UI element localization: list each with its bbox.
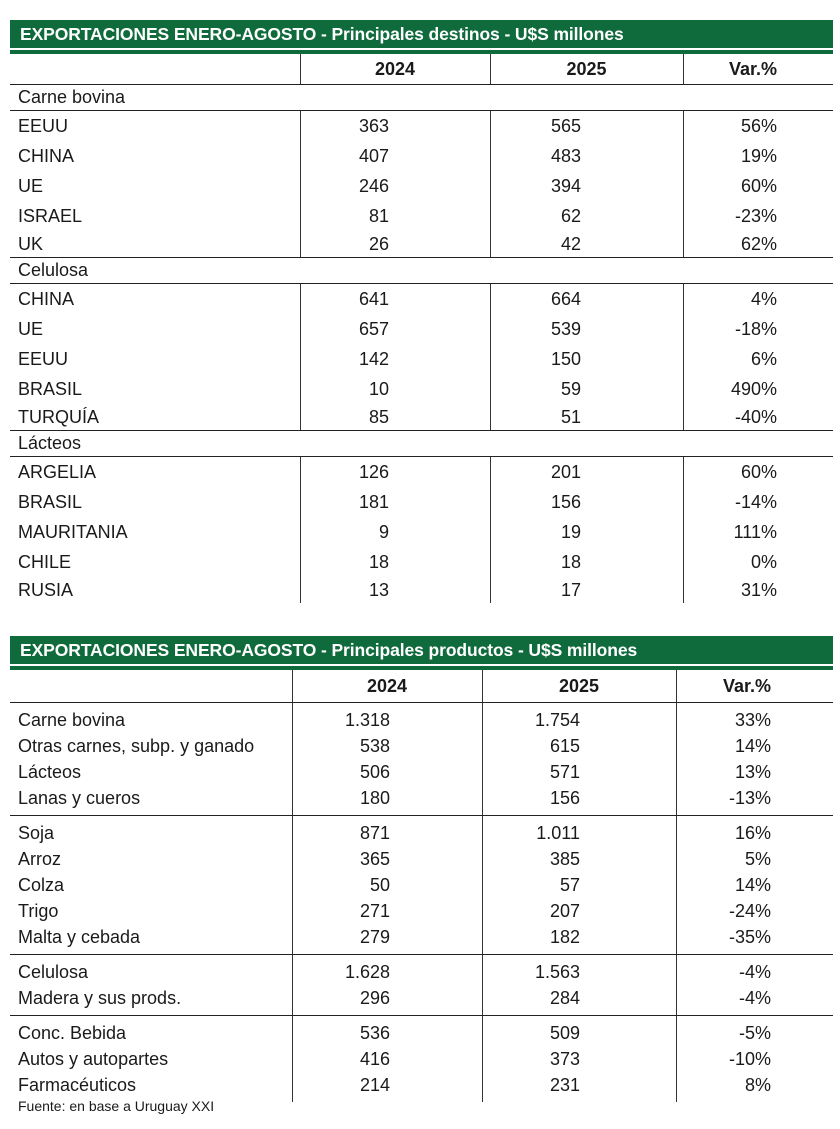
value-var: -18% xyxy=(734,319,777,339)
table-row xyxy=(10,141,833,171)
value-var: -24% xyxy=(728,901,771,921)
row-label: Conc. Bebida xyxy=(18,1023,127,1043)
value-2024: 536 xyxy=(359,1023,390,1043)
row-label: Celulosa xyxy=(18,962,89,982)
value-var: 4% xyxy=(750,289,777,309)
value-2024: 416 xyxy=(359,1049,390,1069)
value-var: 490% xyxy=(730,379,777,399)
row-label: UK xyxy=(18,234,44,254)
value-var: -10% xyxy=(728,1049,771,1069)
table-row xyxy=(10,733,833,759)
value-2024: 407 xyxy=(358,146,389,166)
row-label: BRASIL xyxy=(18,492,83,512)
value-2024: 1.628 xyxy=(344,962,390,982)
productos-title: EXPORTACIONES ENERO-AGOSTO - Principales productos - U$S millones xyxy=(10,636,833,664)
table-row xyxy=(10,707,833,733)
destinos-body xyxy=(10,85,833,603)
section-label: Carne bovina xyxy=(10,85,833,111)
row-label: CHILE xyxy=(18,552,72,572)
table-row xyxy=(10,924,833,950)
value-2024: 506 xyxy=(359,762,390,782)
productos-body xyxy=(10,703,833,1102)
destinos-header-row xyxy=(10,54,833,85)
table-row xyxy=(10,547,833,577)
value-2025: 539 xyxy=(550,319,581,339)
value-2025: 18 xyxy=(560,552,581,572)
value-2025: 1.563 xyxy=(534,962,580,982)
header-2024: 2024 xyxy=(374,59,416,79)
table-row xyxy=(10,314,833,344)
table-row xyxy=(10,759,833,785)
value-var: -40% xyxy=(734,407,777,427)
table-row xyxy=(10,457,833,487)
table-row xyxy=(10,487,833,517)
value-2024: 9 xyxy=(378,522,389,542)
value-2025: 394 xyxy=(550,176,581,196)
row-label: Lanas y cueros xyxy=(18,788,141,808)
value-var: -23% xyxy=(734,206,777,226)
header-var: Var.% xyxy=(722,676,771,696)
value-2024: 214 xyxy=(359,1075,390,1095)
value-2024: 13 xyxy=(368,580,389,600)
value-2024: 1.318 xyxy=(344,710,390,730)
value-2025: 1.754 xyxy=(534,710,580,730)
row-label: Arroz xyxy=(18,849,62,869)
value-2024: 10 xyxy=(368,379,389,399)
value-var: -5% xyxy=(738,1023,771,1043)
value-var: 0% xyxy=(750,552,777,572)
source-note: Fuente: en base a Uruguay XXI xyxy=(18,1098,215,1114)
table-row xyxy=(10,344,833,374)
value-2025: 565 xyxy=(550,116,581,136)
value-2025: 19 xyxy=(560,522,581,542)
value-2025: 284 xyxy=(549,988,580,1008)
row-label: RUSIA xyxy=(18,580,74,600)
row-label: UE xyxy=(18,176,44,196)
value-2024: 641 xyxy=(358,289,389,309)
table-row xyxy=(10,517,833,547)
value-2025: 615 xyxy=(549,736,580,756)
table-row xyxy=(10,111,833,141)
value-2024: 365 xyxy=(359,849,390,869)
row-label: Soja xyxy=(18,823,55,843)
row-label: CHINA xyxy=(18,289,75,309)
header-2024: 2024 xyxy=(366,676,408,696)
value-var: 14% xyxy=(734,736,771,756)
table-row xyxy=(10,820,833,846)
value-2025: 509 xyxy=(549,1023,580,1043)
value-var: 6% xyxy=(750,349,777,369)
value-2025: 51 xyxy=(560,407,581,427)
value-2025: 483 xyxy=(550,146,581,166)
value-var: 62% xyxy=(740,234,777,254)
destinos-table xyxy=(10,20,833,603)
header-var: Var.% xyxy=(728,59,777,79)
header-empty xyxy=(10,54,300,84)
table-row xyxy=(10,846,833,872)
value-2024: 296 xyxy=(359,988,390,1008)
value-2024: 871 xyxy=(359,823,390,843)
table-row xyxy=(10,284,833,314)
value-2024: 363 xyxy=(358,116,389,136)
row-label: EEUU xyxy=(18,349,69,369)
header-2025: 2025 xyxy=(558,676,600,696)
value-var: -14% xyxy=(734,492,777,512)
table-row xyxy=(10,785,833,811)
value-var: 5% xyxy=(744,849,771,869)
row-label: ISRAEL xyxy=(18,206,83,226)
header-empty xyxy=(10,670,292,702)
value-2024: 18 xyxy=(368,552,389,572)
header-2025: 2025 xyxy=(566,59,607,79)
table-row xyxy=(10,201,833,231)
row-label: TURQUÍA xyxy=(18,407,99,427)
table-row xyxy=(10,577,833,603)
value-2024: 538 xyxy=(359,736,390,756)
table-row xyxy=(10,1020,833,1046)
value-2025: 62 xyxy=(560,206,581,226)
value-2025: 156 xyxy=(550,492,581,512)
value-2025: 207 xyxy=(549,901,580,921)
value-2024: 657 xyxy=(358,319,389,339)
value-2025: 57 xyxy=(559,875,580,895)
value-var: 33% xyxy=(734,710,771,730)
value-var: 16% xyxy=(734,823,771,843)
value-2024: 50 xyxy=(369,875,390,895)
value-2024: 279 xyxy=(359,927,390,947)
row-label: Trigo xyxy=(18,901,59,921)
value-2025: 1.011 xyxy=(536,823,580,843)
value-2025: 231 xyxy=(549,1075,580,1095)
productos-header-row xyxy=(10,670,833,703)
value-2024: 181 xyxy=(358,492,389,512)
row-label: Carne bovina xyxy=(18,710,126,730)
row-label: Colza xyxy=(18,875,65,895)
value-2025: 571 xyxy=(549,762,580,782)
value-var: 56% xyxy=(740,116,777,136)
value-var: 8% xyxy=(744,1075,771,1095)
value-2024: 180 xyxy=(359,788,390,808)
value-2025: 17 xyxy=(560,580,581,600)
value-var: 14% xyxy=(734,875,771,895)
value-2025: 385 xyxy=(549,849,580,869)
value-2024: 126 xyxy=(358,462,389,482)
value-2025: 59 xyxy=(560,379,581,399)
value-2025: 42 xyxy=(560,234,581,254)
table-row xyxy=(10,404,833,430)
value-var: 31% xyxy=(740,580,777,600)
value-var: 60% xyxy=(740,462,777,482)
table-row xyxy=(10,171,833,201)
section-label: Celulosa xyxy=(10,257,833,284)
productos-table xyxy=(10,636,833,1102)
value-var: 19% xyxy=(740,146,777,166)
value-2024: 85 xyxy=(368,407,389,427)
value-2025: 182 xyxy=(549,927,580,947)
value-2025: 373 xyxy=(549,1049,580,1069)
value-var: -35% xyxy=(728,927,771,947)
row-label: Otras carnes, subp. y ganado xyxy=(18,736,255,756)
table-row xyxy=(10,1072,833,1098)
value-var: -13% xyxy=(728,788,771,808)
value-2024: 142 xyxy=(358,349,389,369)
row-label: Lácteos xyxy=(18,762,82,782)
value-var: -4% xyxy=(738,988,771,1008)
value-var: 111% xyxy=(733,522,777,542)
value-var: 13% xyxy=(734,762,771,782)
value-2025: 156 xyxy=(549,788,580,808)
row-label: Madera y sus prods. xyxy=(18,988,182,1008)
value-2024: 246 xyxy=(358,176,389,196)
value-var: -4% xyxy=(738,962,771,982)
value-var: 60% xyxy=(740,176,777,196)
value-2025: 664 xyxy=(550,289,581,309)
table-row xyxy=(10,872,833,898)
value-2024: 271 xyxy=(359,901,390,921)
table-row xyxy=(10,985,833,1011)
value-2024: 81 xyxy=(368,206,389,226)
row-label: Autos y autopartes xyxy=(18,1049,169,1069)
value-2025: 150 xyxy=(550,349,581,369)
row-label: CHINA xyxy=(18,146,75,166)
table-row xyxy=(10,1046,833,1072)
table-row xyxy=(10,898,833,924)
table-row xyxy=(10,231,833,257)
destinos-title: EXPORTACIONES ENERO-AGOSTO - Principales destinos - U$S millones xyxy=(10,20,833,48)
row-label: BRASIL xyxy=(18,379,83,399)
row-label: Malta y cebada xyxy=(18,927,141,947)
row-label: MAURITANIA xyxy=(18,522,128,542)
section-label: Lácteos xyxy=(10,430,833,457)
value-2025: 201 xyxy=(550,462,581,482)
value-2024: 26 xyxy=(368,234,389,254)
table-row xyxy=(10,959,833,985)
table-row xyxy=(10,374,833,404)
row-label: Farmacéuticos xyxy=(18,1075,137,1095)
row-label: UE xyxy=(18,319,44,339)
row-label: ARGELIA xyxy=(18,462,97,482)
row-label: EEUU xyxy=(18,116,69,136)
